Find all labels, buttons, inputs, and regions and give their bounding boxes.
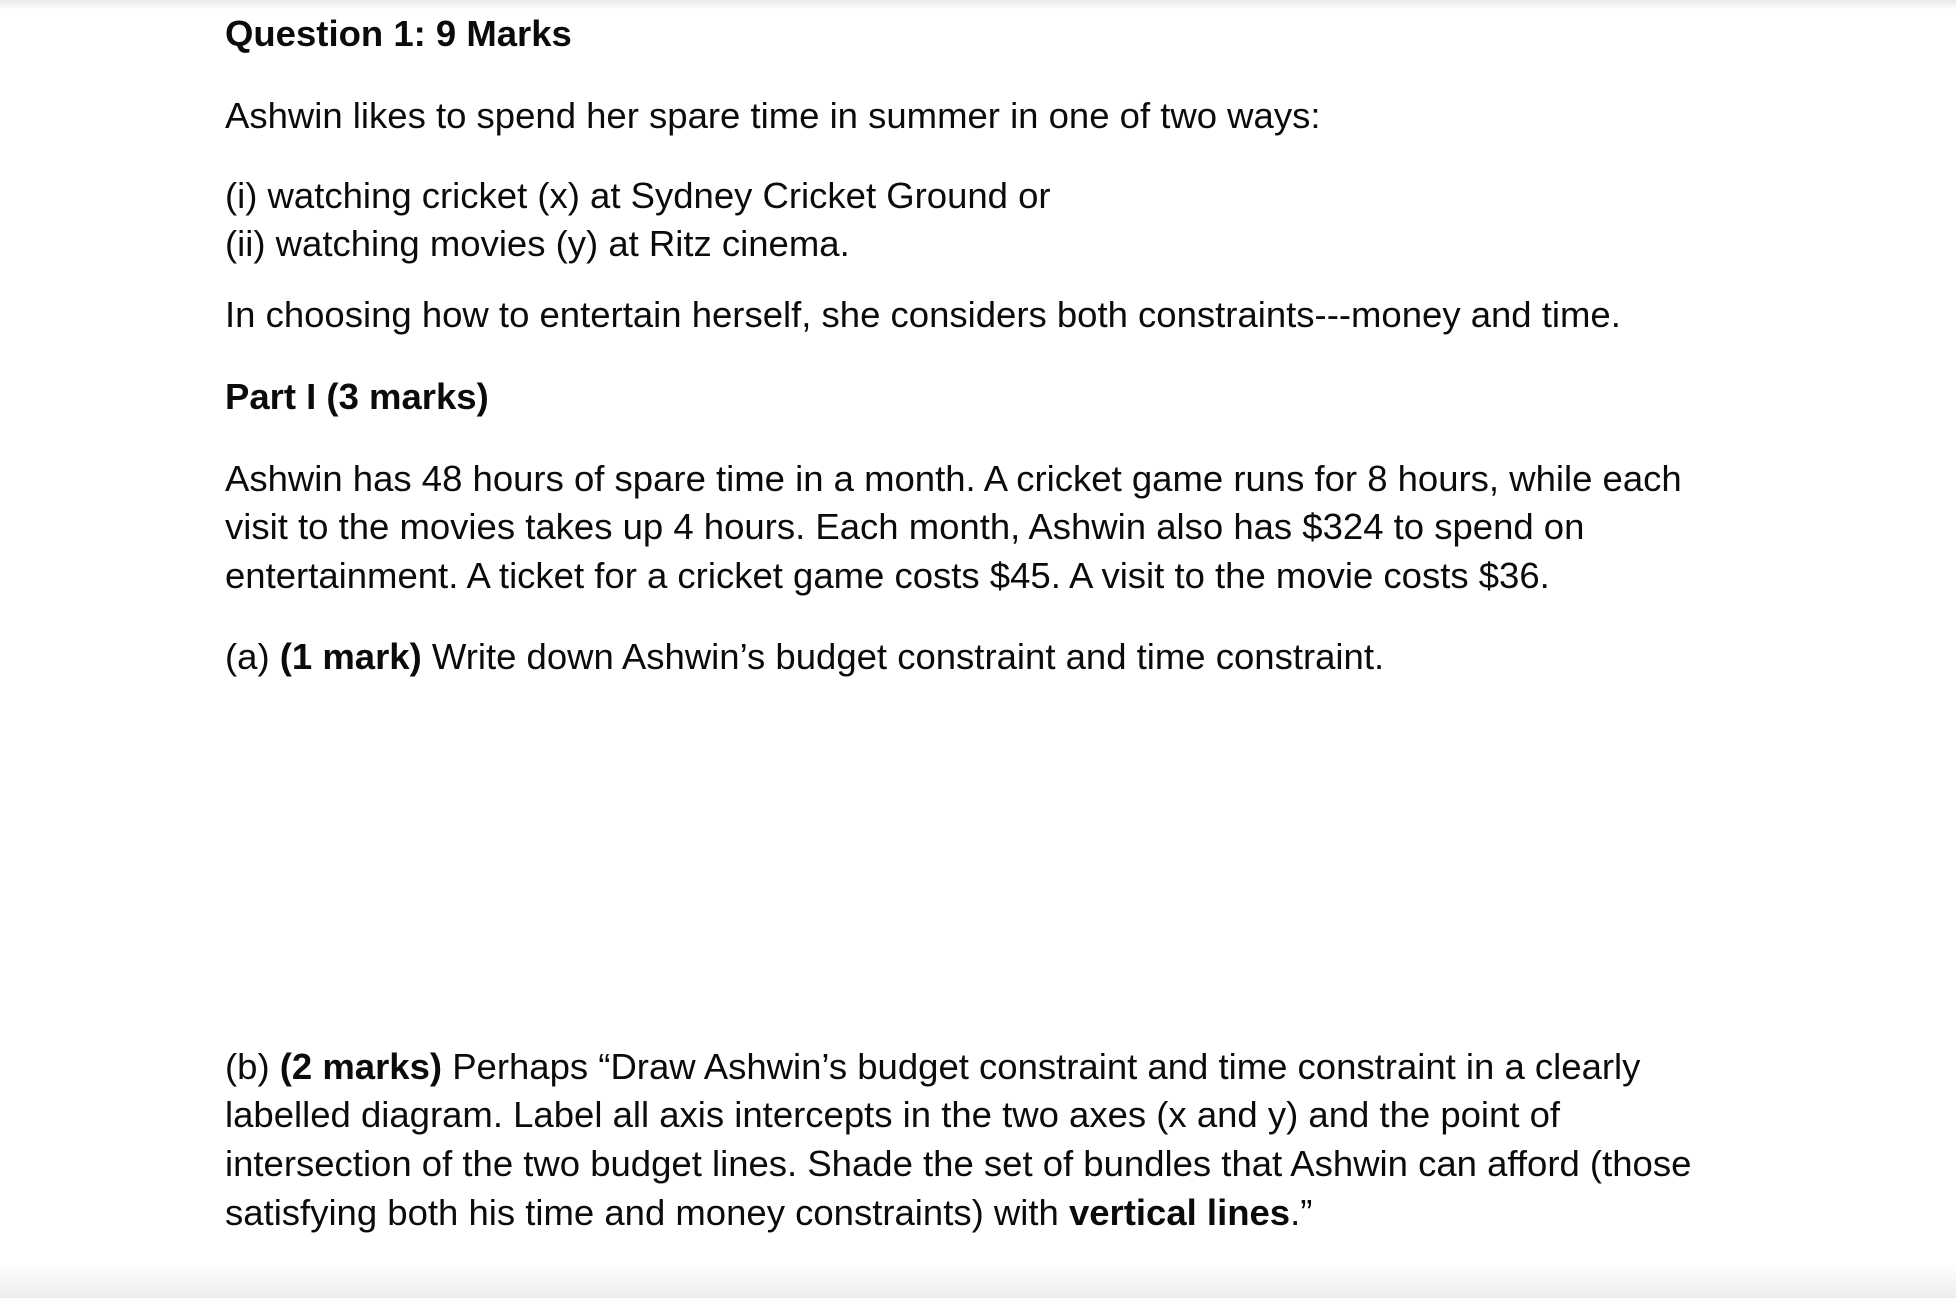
question-a-marks: (1 mark) — [279, 636, 422, 677]
question-b-line: labelled diagram. Label all axis intercepts in the two axes (x and y) and the point of — [225, 1094, 1561, 1135]
question-b-text: Perhaps “Draw Ashwin’s budget constraint and time constraint in a clearly — [442, 1046, 1641, 1087]
question-a — [225, 635, 1384, 679]
part-heading: Part I (3 marks) — [225, 376, 489, 417]
question-a-label: (a) — [225, 636, 280, 677]
option-movies: (ii) watching movies (y) at Ritz cinema. — [225, 223, 850, 264]
question-b-line — [225, 1045, 1640, 1089]
question-b-emphasis: vertical lines — [1068, 1192, 1291, 1233]
question-b-marks: (2 marks) — [279, 1046, 443, 1087]
bottom-edge-shadow — [0, 1264, 1956, 1298]
question-intro: Ashwin likes to spend her spare time in summer in one of two ways: — [225, 95, 1321, 136]
top-edge-shadow — [0, 0, 1956, 10]
question-b-text: .” — [1290, 1192, 1313, 1233]
question-a-text: Write down Ashwin’s budget constraint and time constraint. — [421, 636, 1385, 677]
part-paragraph-line: visit to the movies takes up 4 hours. Each month, Ashwin also has $324 to spend on — [225, 506, 1585, 547]
part-paragraph-line: entertainment. A ticket for a cricket game costs $45. A visit to the movie costs $36. — [225, 555, 1550, 596]
question-b-line — [225, 1191, 1312, 1235]
question-b-text: satisfying both his time and money constraints) with — [225, 1192, 1069, 1233]
question-b-line: intersection of the two budget lines. Shade the set of bundles that Ashwin can afford (those — [225, 1143, 1692, 1184]
constraints-sentence: In choosing how to entertain herself, she considers both constraints---money and time. — [225, 294, 1621, 335]
question-b-label: (b) — [225, 1046, 280, 1087]
part-paragraph-line: Ashwin has 48 hours of spare time in a month. A cricket game runs for 8 hours, while each — [225, 458, 1682, 499]
option-cricket: (i) watching cricket (x) at Sydney Cricket Ground or — [225, 175, 1051, 216]
question-title: Question 1: 9 Marks — [225, 13, 572, 54]
